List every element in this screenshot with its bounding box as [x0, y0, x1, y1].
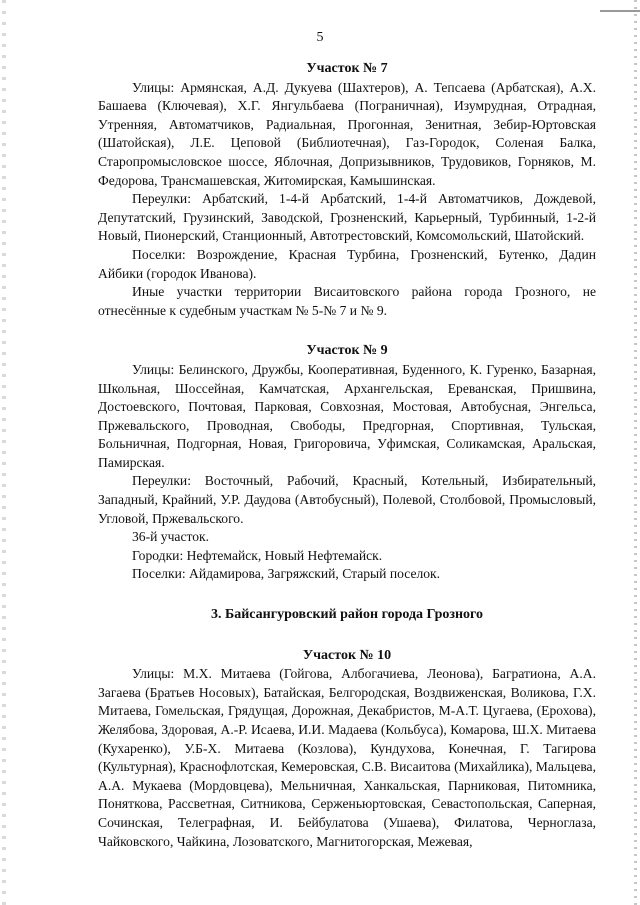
section-9-plot: 36-й участок.	[132, 529, 210, 545]
section-title-9: Участок № 9	[306, 343, 388, 359]
section-9-lanes: Переулки: Восточный, Рабочий, Красный, Котельный, Избирательный, Западный, Крайний, У.Р. Даудова (Автобусный), Полевой, Столбовой, Промысловый, Угловой, Пржевальского.	[98, 473, 596, 526]
section-10-streets: Улицы: М.Х. Митаева (Гойгова, Албогачиева, Леонова), Багратиона, А.А. Загаева (Братьев Носовых), Батайская, Белгородская, Воздвиженская, Воликова, Г.Х. Митаева, Гомельская, Грядущая, Дорожная, Декабристов, М-А.Т. Цугаева, (Ерохова), Желябова, Здоровая, А.-Р. Исаева, И.И. Мадаева (Кольбуса), Комарова, Ш.Х. Митаева (Кухаренко), У.Б-Х. Митаева (Козлова), Кундухова, Конечная, Г. Тагирова (Культурная), Краснофлотская, Кемеровская, С.В. Висаитова (Михайлика), Мальцева, А.А. Мукаева (Мордовцева), Мельничная, Ханкальская, Парниковая, Питомника, Поняткова, Рассветная, Ситникова, Серженьюртовская, Севастопольская, Саперная, Сочинская, Телеграфная, И. Бейбулатова (Ушаева), Филатова, Черноглаза, Чайковского, Чайкина, Лозоватского, Магнитогорская, Межевая,	[98, 666, 596, 849]
section-7-other: Иные участки территории Висаитовского района города Грозного, не отнесённые к судебным участкам № 5-№ 7 и № 9.	[98, 284, 596, 318]
scan-edge-left	[2, 0, 6, 905]
section-7-settlements: Поселки: Возрождение, Красная Турбина, Грозненский, Бутенко, Дадин Айбики (городок Иванова).	[98, 246, 596, 281]
section-7-streets: Улицы: Армянская, А.Д. Дукуева (Шахтеров), А. Тепсаева (Арбатская), А.Х. Башаева (Ключевая), Х.Г. Янгульбаева (Пограничная), Изумрудная, Отрадная, Утренняя, Автоматчиков, Радиальная, Прогонная, Зенитная, Зебир-Юртовская (Шатойская), Л.Е. Цеповой (Библиотечная), Газ-Городок, Соленая Балка, Старопромысловское шоссе, Яблочная, Допризывников, Трудовиков, Горняков, М. Федорова, Трансмашевская, Житомирская, Камышинская.	[98, 79, 596, 188]
district-title-3: 3. Байсангуровский район города Грозного	[210, 607, 484, 623]
page-number: 5	[316, 30, 324, 45]
document-body	[98, 60, 596, 851]
section-9-settlements: Поселки: Айдамирова, Загряжский, Старый поселок.	[132, 566, 441, 582]
scan-edge-right	[634, 0, 637, 905]
section-title-10: Участок № 10	[302, 647, 392, 663]
section-9-towns: Городки: Нефтемайск, Новый Нефтемайск.	[132, 547, 383, 563]
section-7-lanes: Переулки: Арбатский, 1-4-й Арбатский, 1-4-й Автоматчиков, Дождевой, Депутатский, Грузинский, Заводской, Грозненский, Карьерный, Турбинный, 1-2-й Новый, Пионерский, Станционный, Автотрестовский, Комсомольский, Шатойский.	[98, 191, 596, 244]
scan-corner-mark	[600, 0, 640, 12]
section-9-streets: Улицы: Белинского, Дружбы, Кооперативная, Буденного, К. Гуренко, Базарная, Школьная, Шоссейная, Камчатская, Архангельская, Ереванская, Пришвина, Достоевского, Почтовая, Парковая, Совхозная, Мостовая, Автобусная, Энгельса, Пржевальского, Проводная, Свободы, Предгорная, Спортивная, Тульская, Больничная, Подгорная, Новая, Григоровича, Уфимская, Соликамская, Аральская, Памирская.	[98, 361, 596, 470]
section-title-7: Участок № 7	[306, 61, 388, 76]
